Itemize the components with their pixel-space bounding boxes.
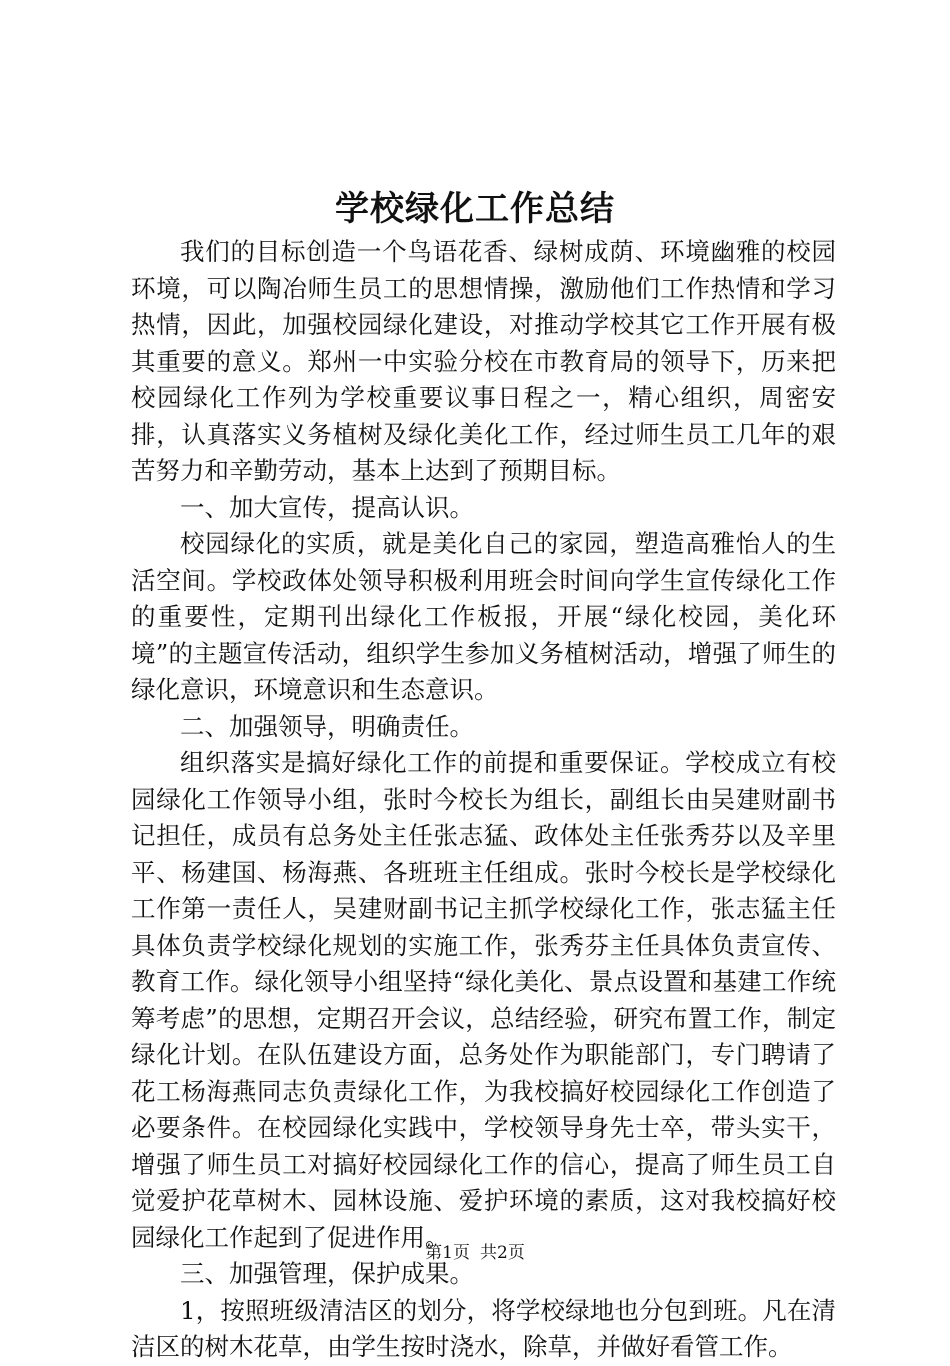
paragraph-section-3-item-1: 1，按照班级清洁区的划分，将学校绿地也分包到班。凡在清洁区的树木花草，由学生按时浇水，除草，并做好看管工作。 xyxy=(131,1295,836,1361)
section-heading-3: 三、加强管理，保护成果。 xyxy=(180,1259,474,1288)
page-total: 共2页 xyxy=(480,1243,525,1263)
document-body xyxy=(131,234,836,1366)
page-number: 第1页 xyxy=(425,1243,470,1263)
section-heading-1: 一、加大宣传，提高认识。 xyxy=(180,492,474,522)
paragraph-section-1: 校园绿化的实质，就是美化自己的家园，塑造高雅怡人的生活空间。学校政体处领导积极利用班会时间向学生宣传绿化工作的重要性，定期刊出绿化工作板报，开展“绿化校园，美化环境”的主题宣传活动，组织学生参加义务植树活动，增强了师生的绿化意识，环境意识和生态意识。 xyxy=(131,529,836,704)
document-title: 学校绿化工作总结 xyxy=(335,189,615,229)
page-footer xyxy=(0,1241,950,1265)
paragraph-intro: 我们的目标创造一个鸟语花香、绿树成荫、环境幽雅的校园环境，可以陶冶师生员工的思想情操，激励他们工作热情和学习热情，因此，加强校园绿化建设，对推动学校其它工作开展有极其重要的意义。郑州一中实验分校在市教育局的领导下，历来把校园绿化工作列为学校重要议事日程之一，精心组织，周密安排，认真落实义务植树及绿化美化工作，经过师生员工几年的艰苦努力和辛勤劳动，基本上达到了预期目标。 xyxy=(131,237,836,485)
section-heading-2: 二、加强领导，明确责任。 xyxy=(180,711,474,741)
paragraph-section-2: 组织落实是搞好绿化工作的前提和重要保证。学校成立有校园绿化工作领导小组，张时今校长为组长，副组长由吴建财副书记担任，成员有总务处主任张志猛、政体处主任张秀芬以及辛里平、杨建国、杨海燕、各班班主任组成。张时今校长是学校绿化工作第一责任人，吴建财副书记主抓学校绿化工作，张志猛主任具体负责学校绿化规划的实施工作，张秀芬主任具体负责宣传、教育工作。绿化领导小组坚持“绿化美化、景点设置和基建工作统筹考虑”的思想，定期召开会议，总结经验，研究布置工作，制定绿化计划。在队伍建设方面，总务处作为职能部门，专门聘请了花工杨海燕同志负责绿化工作，为我校搞好校园绿化工作创造了必要条件。在校园绿化实践中，学校领导身先士卒，带头实干，增强了师生员工对搞好校园绿化工作的信心，提高了师生员工自觉爱护花草树木、园林设施、爱护环境的素质，这对我校搞好校园绿化工作起到了促进作用。 xyxy=(131,748,836,1252)
